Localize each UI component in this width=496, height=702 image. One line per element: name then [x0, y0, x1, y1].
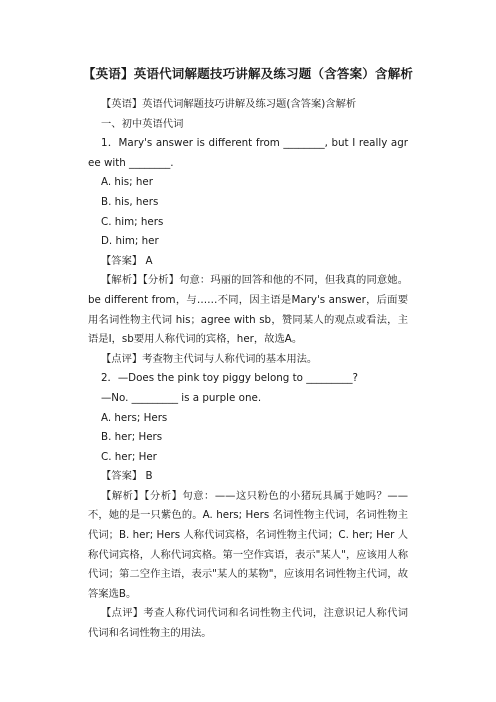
- question-2-stem: 2．—Does the pink toy piggy belong to _________?: [101, 372, 358, 385]
- question-2-comment: 【点评】考查人称代词代词和名词性物主代词，注意识记人称代词代词和名词性物主的用法。: [88, 607, 408, 640]
- question-1-answer: 【答案】 A: [101, 254, 153, 267]
- question-2-option-a: A. hers; Hers: [101, 411, 168, 424]
- document-body: [88, 95, 408, 644]
- question-1-analysis: 【解析】【分析】句意：玛丽的回答和他的不同，但我真的同意她。be different from，与……不同，因主语是Mary's answer，后面要用名词性物主代词 his；agree with sb，赞同某人的观点或看法，主语是I，sb要用人称代词的宾格，her，故选A。: [88, 274, 408, 346]
- question-1-option-c: C. him; hers: [101, 215, 164, 228]
- question-1-option-b: B. his, hers: [101, 195, 159, 208]
- document-subtitle: 【英语】英语代词解题技巧讲解及练习题(含答案)含解析: [101, 98, 357, 110]
- question-2-stem-reply: —No. _________ is a purple one.: [101, 391, 262, 404]
- question-1-comment: 【点评】考查物主代词与人称代词的基本用法。: [101, 352, 318, 365]
- question-2-answer: 【答案】 B: [101, 470, 153, 483]
- question-2-option-b: B. her; Hers: [101, 431, 163, 444]
- question-2-analysis: 【解析】【分析】句意：——这只粉色的小猪玩具属于她吗？——不，她的是一只紫色的。A. hers; Hers 名词性物主代词，名词性物主代词；B. her; Hers 人称代词宾格，名词性物主代词；C. her; Her 人称代词宾格，人称代词宾格。第一空作宾语，表示"某人"，应该用人称代词；第二空作主语，表示"某人的某物"，应该用名词性物主代词，故答案选B。: [88, 489, 408, 600]
- question-1-option-d: D. him; her: [101, 235, 159, 248]
- question-1-option-a: A. his; her: [101, 176, 153, 189]
- document-title: 【英语】英语代词解题技巧讲解及练习题（含答案）含解析: [82, 66, 414, 81]
- section-heading: 一、初中英语代词: [101, 117, 184, 130]
- question-1-stem: 1．Mary's answer is different from ________, but I really agree with ________.: [88, 137, 408, 169]
- question-2-option-c: C. her; Her: [101, 450, 157, 463]
